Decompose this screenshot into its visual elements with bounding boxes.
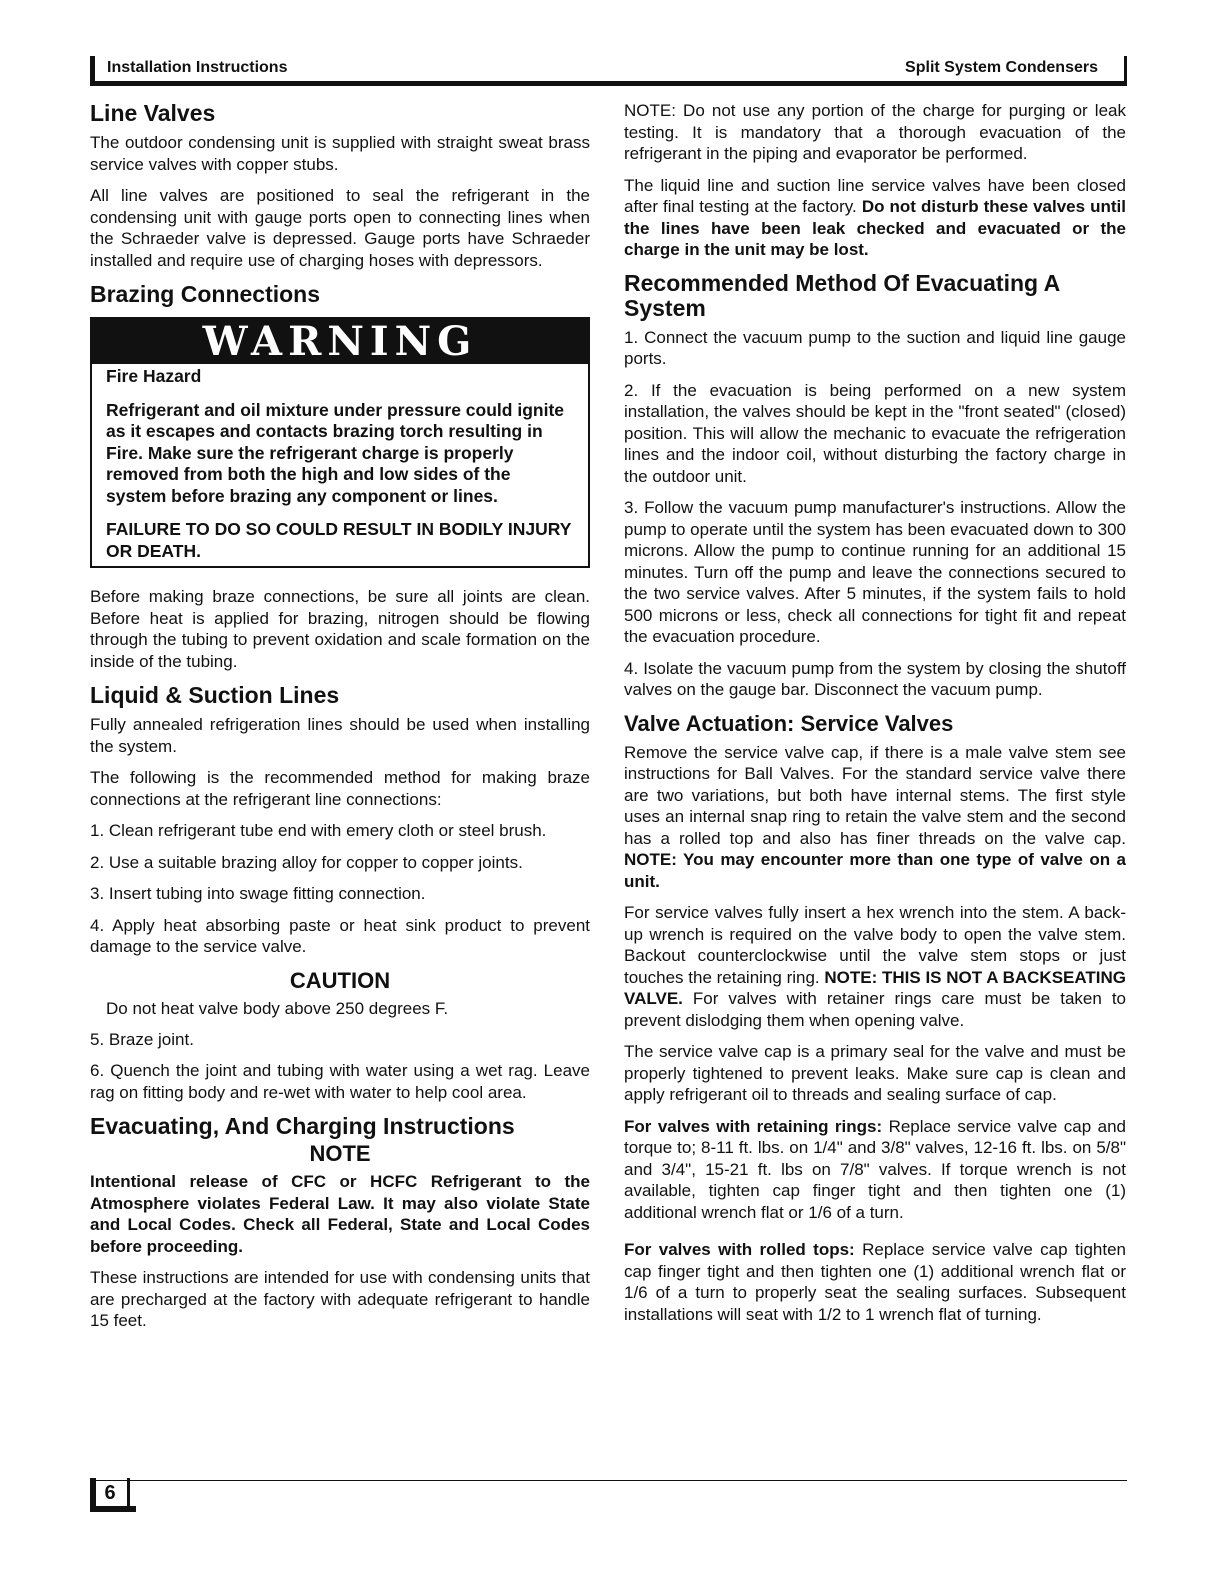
paragraph: Remove the service valve cap, if there is a male valve stem see instructions for Ball Valves. For the standard service valve there are two variations, but both have internal stems. The first style uses an internal snap ring to retain the valve stem and the second has a rolled top and also has finer threads on the valve cap. NOTE: You may encounter more than one type of valve on a unit. (624, 742, 1126, 891)
note-text: Intentional release of CFC or HCFC Refrigerant to the Atmosphere violates Federal Law. It may also violate State and Local Codes. Check all Federal, State and Local Codes before proceeding. (90, 1172, 590, 1256)
step-item: 5. Braze joint. (90, 1029, 194, 1049)
section-line-valves (90, 100, 590, 271)
paragraph: These instructions are intended for use with condensing units that are precharged at the factory with adequate refrigerant to handle 15 feet. (90, 1268, 590, 1330)
left-column (90, 100, 590, 1342)
heading-valve-actuation: Valve Actuation: Service Valves (624, 710, 954, 736)
step-item: 1. Clean refrigerant tube end with emery cloth or steel brush. (90, 821, 547, 840)
warning-body (92, 364, 588, 566)
section-brazing-connections (90, 281, 590, 672)
paragraph: All line valves are positioned to seal the refrigerant in the condensing unit with gauge ports open to connecting lines when the Schraeder valve is depressed. Gauge ports have Schraeder installed and require use of charging hoses with depressors. (90, 186, 590, 270)
page-number: 6 (90, 1478, 130, 1512)
warning-title: WARNING (92, 319, 588, 364)
caution-text: Do not heat valve body above 250 degrees F. (106, 998, 449, 1018)
paragraph: For valves with rolled tops: Replace service valve cap tighten cap finger tight and then tighten one (1) additional wrench flat or 1/6 of a turn to properly seat the sealing surfaces. Subsequent installations will seat with 1/2 to 1 wrench flat of turning. (624, 1240, 1126, 1324)
paragraph: Fully annealed refrigeration lines should be used when installing the system. (90, 715, 590, 756)
section-evacuating (90, 1113, 590, 1332)
section-liquid-suction-lines (90, 682, 590, 1103)
heading-line-valves: Line Valves (90, 100, 216, 126)
paragraph: NOTE: Do not use any portion of the charge for purging or leak testing. It is mandatory that a thorough evacuation of the refrigerant in the piping and evaporator be performed. (624, 101, 1126, 163)
paragraph: For service valves fully insert a hex wrench into the stem. A back-up wrench is required on the valve body to open the valve stem. Backout counterclockwise until the valve stem stops or just touches the retaining ring. NOTE: THIS IS NOT A BACKSEATING VALVE. For valves with retainer rings care must be taken to prevent dislodging them when opening valve. (624, 903, 1126, 1030)
caution-heading: CAUTION (289, 967, 391, 993)
warning-text: Refrigerant and oil mixture under pressure could ignite as it escapes and contacts brazing torch resulting in Fire. Make sure the refrigerant charge is properly removed from both the high and low sides of the system before brazing any component or lines. (106, 399, 564, 506)
note-heading: NOTE (309, 1141, 371, 1166)
heading-brazing-connections: Brazing Connections (90, 281, 321, 307)
section-evacuation-method (624, 271, 1126, 701)
warning-hazard: Fire Hazard (106, 366, 202, 386)
heading-evacuation-method: Recommended Method Of Evacuating A System (624, 269, 1060, 321)
section-valve-actuation (624, 711, 1126, 1326)
paragraph: Before making braze connections, be sure all joints are clean. Before heat is applied for brazing, nitrogen should be flowing through the tubing to prevent oxidation and scale formation on the inside of the tubing. (90, 587, 590, 671)
step-item: 2. If the evacuation is being performed on a new system installation, the valves should be kept in the "front seated" (closed) position. This will allow the mechanic to evacuate the refrigeration lines and the indoor coil, without disturbing the factory charge in the outdoor unit. (624, 380, 1126, 486)
heading-evacuating: Evacuating, And Charging Instructions (90, 1113, 515, 1139)
header-title-left: Installation Instructions (107, 59, 288, 76)
step-item: 6. Quench the joint and tubing with water using a wet rag. Leave rag on fitting body and re-wet with water to help cool area. (90, 1061, 590, 1102)
paragraph: The outdoor condensing unit is supplied with straight sweat brass service valves with copper stubs. (90, 133, 590, 174)
step-item: 4. Apply heat absorbing paste or heat sink product to prevent damage to the service valve. (90, 915, 590, 956)
step-item: 3. Insert tubing into swage fitting connection. (90, 884, 426, 903)
header-title-right: Split System Condensers (905, 59, 1098, 76)
page-header (90, 56, 1127, 86)
step-item: 3. Follow the vacuum pump manufacturer's instructions. Allow the pump to operate until the system has been evacuated down to 300 microns. Allow the pump to continue running for an additional 15 minutes. Turn off the pump and leave the connections secured to the two service valves. After 5 minutes, if the system fails to hold 500 microns or less, check all connections for tight fit and repeat the evacuation procedure. (624, 498, 1126, 646)
right-column (624, 100, 1126, 1335)
warning-box (90, 317, 590, 568)
paragraph: For valves with retaining rings: Replace service valve cap and torque to; 8-11 ft. lbs. on 1/4" and 3/8" valves, 12-16 ft. lbs. on 5/8" and 3/4", 15-21 ft. lbs on 7/8" valves. If torque wrench is not available, tighten cap finger tight and then tighten one (1) additional wrench flat or 1/6 of a turn. (624, 1116, 1126, 1222)
footer-rule (90, 1480, 1127, 1481)
warning-failure: FAILURE TO DO SO COULD RESULT IN BODILY INJURY OR DEATH. (106, 519, 572, 561)
step-item: 2. Use a suitable brazing alloy for copper to copper joints. (90, 852, 523, 872)
heading-liquid-suction: Liquid & Suction Lines (90, 682, 340, 708)
step-item: 1. Connect the vacuum pump to the suction and liquid line gauge ports. (624, 327, 1126, 368)
paragraph: The service valve cap is a primary seal for the valve and must be properly tightened to prevent leaks. Make sure cap is clean and apply refrigerant oil to threads and sealing surface of cap. (624, 1042, 1126, 1104)
paragraph: The following is the recommended method for making braze connections at the refrigerant line connections: (90, 768, 590, 809)
step-item: 4. Isolate the vacuum pump from the system by closing the shutoff valves on the gauge bar. Disconnect the vacuum pump. (624, 658, 1126, 699)
paragraph: The liquid line and suction line service valves have been closed after final testing at the factory. Do not disturb these valves until the lines have been leak checked and evacuated or the charge in the unit may be lost. (624, 175, 1126, 259)
